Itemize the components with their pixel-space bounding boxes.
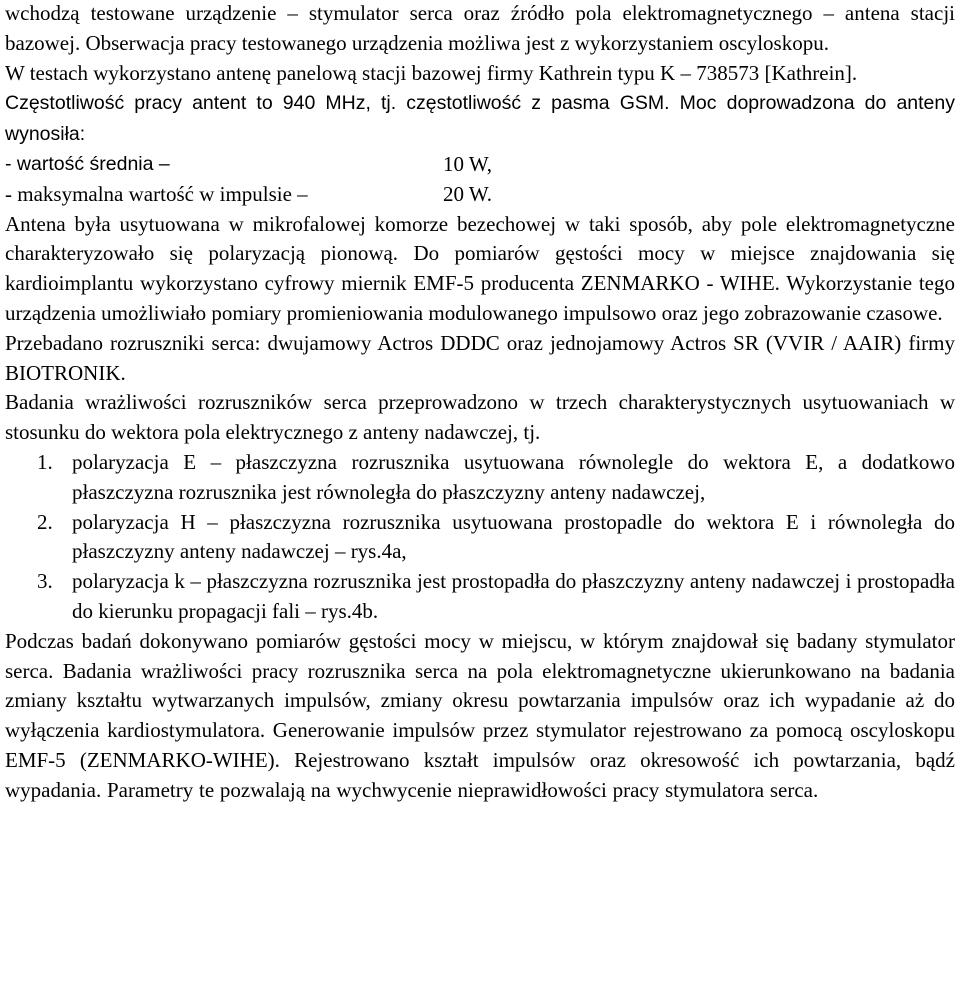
list-number: 2.	[37, 509, 53, 534]
list-number: 1.	[37, 449, 53, 474]
document-page	[5, 0, 955, 806]
list-item	[5, 567, 955, 627]
spec-value: 20 W.	[443, 181, 493, 206]
spec-row-average	[5, 150, 955, 180]
paragraph-results: Podczas badań dokonywano pomiarów gęstości mocy w miejscu, w którym znajdował się badany stymulator serca. Badania wrażliwości pracy rozrusznika serca na pola elektromagnetyczne ukierunkowano na badania zmiany kształtu wytwarzanych impulsów, zmiany okresu powtarzania impulsów oraz ich wypadanie aż do wyłączenia kardiostymulatora. Generowanie impulsów przez stymulator rejestrowano za pomocą oscyloskopu EMF-5 (ZENMARKO-WIHE). Rejestrowano kształt impulsów oraz okresowość ich powtarzania, bądź wypadania. Parametry te pozwalają na wychwycenie nieprawidłowości pracy stymulatora serca.	[5, 628, 955, 802]
list-text: polaryzacja E – płaszczyzna rozrusznika usytuowana równolegle do wektora E, a dodatkowo płaszczyzna rozrusznika jest równoległa do płaszczyzny anteny nadawczej,	[72, 449, 955, 504]
paragraph-intro: wchodzą testowane urządzenie – stymulator serca oraz źródło pola elektromagnetycznego – antena stacji bazowej. Obserwacja pracy testowanego urządzenia możliwa jest z wykorzystaniem oscyloskopu.	[5, 1, 955, 55]
list-number: 3.	[37, 569, 53, 594]
spec-label: - maksymalna wartość w impulsie –	[5, 181, 308, 206]
spec-label: - wartość średnia –	[5, 152, 170, 175]
spec-row-peak	[5, 180, 955, 210]
paragraph-frequency	[5, 88, 955, 150]
paragraph-positions: Badania wrażliwości rozruszników serca przeprowadzono w trzech charakterystycznych usytuowaniach w stosunku do wektora pola elektrycznego z anteny nadawczej, tj.	[5, 390, 955, 445]
list-item	[5, 508, 955, 568]
list-text: polaryzacja k – płaszczyzna rozrusznika jest prostopadła do płaszczyzny anteny nadawczej i prostopadła do kierunku propagacji fali – rys.4b.	[72, 569, 955, 623]
paragraph-antenna: W testach wykorzystano antenę panelową stacji bazowej firmy Kathrein typu K – 738573 [Kathrein].	[5, 60, 858, 85]
spec-value: 10 W,	[443, 151, 493, 176]
paragraph-frequency-text: Częstotliwość pracy antent to 940 MHz, tj. częstotliwość z pasma GSM. Moc doprowadzona do anteny wynosiła:	[5, 92, 955, 146]
list-item	[5, 448, 955, 508]
paragraph-measurement: Antena była usytuowana w mikrofalowej komorze bezechowej w taki sposób, aby pole elektromagnetyczne charakteryzowało się polaryzacją pionową. Do pomiarów gęstości mocy w miejsce znajdowania się kardioimplantu wykorzystano cyfrowy miernik EMF-5 producenta ZENMARKO - WIHE. Wykorzystanie tego urządzenia umożliwiało pomiary promieniowania modulowanego impulsowo oraz jego zobrazowanie czasowe.	[5, 211, 955, 325]
paragraph-devices: Przebadano rozruszniki serca: dwujamowy Actros DDDC oraz jednojamowy Actros SR (VVIR / AAIR) firmy BIOTRONIK.	[5, 330, 955, 385]
polarization-list	[5, 448, 955, 627]
list-text: polaryzacja H – płaszczyzna rozrusznika usytuowana prostopadle do wektora E i równoległa do płaszczyzny anteny nadawczej – rys.4a,	[72, 509, 955, 564]
